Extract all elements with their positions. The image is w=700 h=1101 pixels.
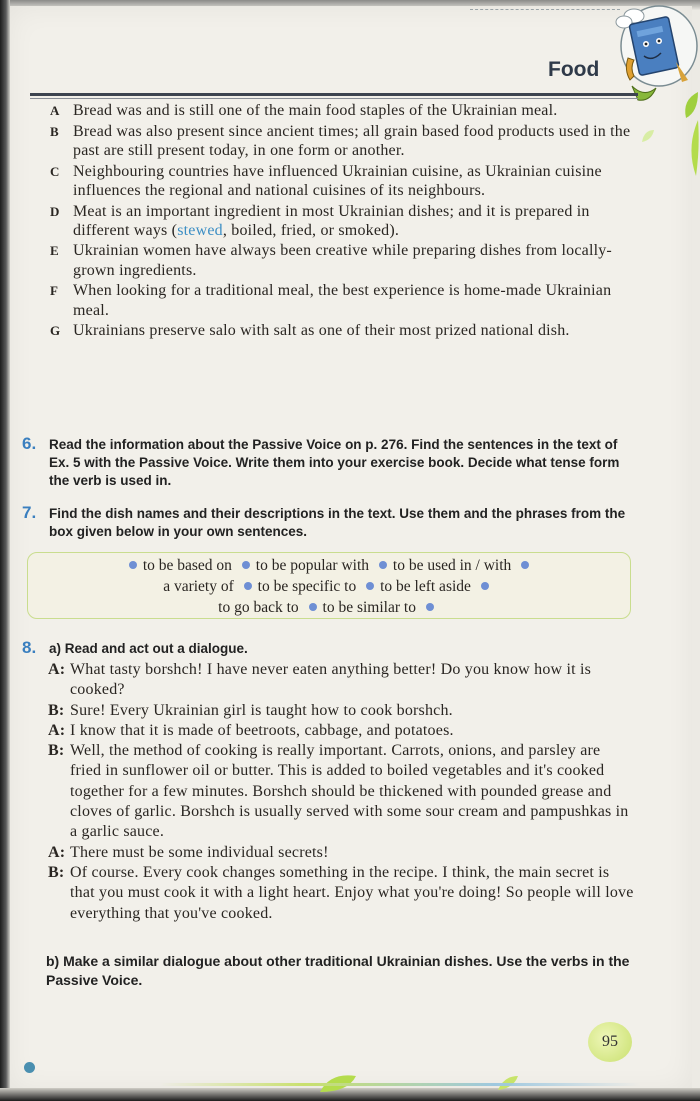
decorative-dot bbox=[24, 1062, 35, 1073]
phrase-row bbox=[28, 597, 630, 618]
header-divider bbox=[30, 93, 638, 96]
statement-item bbox=[46, 281, 638, 319]
dialogue-text: There must be some individual secrets! bbox=[70, 843, 329, 861]
exercise-number: 7. bbox=[22, 503, 37, 522]
dialogue-text: Of course. Every cook changes something in the recipe. I think, the main secret is that you must cook it with a light heart. Enjoy what you're doing! So people will love everything that you've cooked. bbox=[70, 863, 634, 922]
speaker-label: B: bbox=[48, 863, 65, 881]
statement-text: Bread was and is still one of the main food staples of the Ukrainian meal. bbox=[73, 102, 558, 119]
statement-letter: C bbox=[50, 163, 60, 179]
phrase: to be similar to bbox=[322, 599, 416, 616]
phrase: to be popular with bbox=[255, 557, 370, 574]
page-number: 95 bbox=[588, 1022, 632, 1062]
leaf-sprout-icon bbox=[640, 128, 656, 144]
bullet-icon bbox=[426, 603, 434, 611]
dialogue-line bbox=[48, 863, 634, 924]
exercise-8b bbox=[46, 952, 638, 990]
phrase-row bbox=[28, 576, 630, 597]
header-divider-thin bbox=[30, 98, 638, 99]
speaker-label: B: bbox=[48, 701, 65, 719]
statement-item bbox=[46, 321, 638, 340]
dialogue-text: Well, the method of cooking is really important. Carrots, onions, and parsley are fried in sunflower oil or butter. This is added to boiled vegetables and it's cooked together for a few minutes. Borshch should be thickened with pounded grease and cloves of garlic. Borshch is usually served with some sour cream and pampushkas in a garlic sauce. bbox=[70, 742, 629, 841]
bullet-icon bbox=[521, 561, 529, 569]
statement-item bbox=[46, 122, 638, 160]
statement-item bbox=[46, 162, 638, 200]
statement-letter: A bbox=[50, 103, 60, 118]
statement-text-part: Meat is an important ingredient in most Ukrainian dishes; and it is prepared in different ways ( bbox=[73, 202, 590, 239]
exercise-6 bbox=[22, 436, 637, 490]
exercise-number: 6. bbox=[22, 434, 37, 453]
dialogue-line bbox=[48, 721, 634, 741]
statement-letter: D bbox=[50, 203, 60, 219]
statement-text: Neighbouring countries have influenced Ukrainian cuisine, as Ukrainian cuisine influences the regional and national cuisines of its neighbours. bbox=[73, 162, 602, 199]
bullet-icon bbox=[244, 582, 252, 590]
bullet-icon bbox=[481, 582, 489, 590]
exercise-part-a: a) Read and act out a dialogue. bbox=[49, 641, 248, 656]
exercise-instruction: Read the information about the Passive Voice on p. 276. Find the sentences in the text of Ex. 5 with the Passive Voice. Write them into your exercise book. Decide what tense form the verb is used in. bbox=[49, 437, 620, 488]
statement-letter: E bbox=[50, 243, 59, 259]
decorative-dashed-line bbox=[470, 9, 620, 11]
section-title: Food bbox=[548, 58, 600, 81]
dialogue-text: Sure! Every Ukrainian girl is taught how to cook borshch. bbox=[70, 701, 453, 719]
statement-item bbox=[46, 202, 638, 240]
exercise-part-b: b) Make a similar dialogue about other traditional Ukrainian dishes. Use the verbs in the Passive Voice. bbox=[46, 953, 630, 988]
phrase: to go back to bbox=[218, 599, 299, 616]
speaker-label: A: bbox=[48, 843, 66, 861]
phrase: a variety of bbox=[163, 578, 234, 595]
exercise-instruction: Find the dish names and their descriptions in the text. Use them and the phrases from the box given below in your own sentences. bbox=[49, 506, 626, 539]
green-leaf-icon bbox=[680, 90, 700, 120]
dialogue-text: I know that it is made of beetroots, cabbage, and potatoes. bbox=[70, 721, 454, 739]
green-leaf-icon bbox=[686, 118, 700, 178]
bullet-icon bbox=[366, 582, 374, 590]
highlighted-word[interactable]: stewed bbox=[177, 221, 223, 239]
phrase: to be left aside bbox=[380, 578, 471, 595]
statement-text: Bread was also present since ancient times; all grain based food products used in the past are still present today, in one form or another. bbox=[73, 122, 631, 159]
dialogue bbox=[48, 660, 634, 924]
decorative-bottom-line bbox=[160, 1083, 640, 1086]
phrase: to be specific to bbox=[257, 578, 357, 595]
statement-letter: B bbox=[50, 123, 59, 139]
exercise-7 bbox=[22, 505, 637, 541]
phrase: to be based on bbox=[142, 557, 232, 574]
dialogue-line bbox=[48, 701, 634, 721]
phrase-row bbox=[28, 555, 630, 576]
statement-item bbox=[46, 241, 638, 279]
dialogue-text: What tasty borshch! I have never eaten anything better! Do you know how it is cooked? bbox=[70, 661, 592, 699]
statement-text: Ukrainian women have always been creative while preparing dishes from locally-grown ingredients. bbox=[73, 242, 612, 279]
exercise-8 bbox=[22, 640, 637, 658]
dialogue-line bbox=[48, 660, 634, 701]
phrase: to be used in / with bbox=[392, 557, 512, 574]
dialogue-line bbox=[48, 741, 634, 842]
bullet-icon bbox=[129, 561, 137, 569]
statement-text: Ukrainians preserve salo with salt as one of their most prized national dish. bbox=[73, 322, 570, 340]
dialogue-line bbox=[48, 843, 634, 863]
speaker-label: A: bbox=[48, 661, 66, 678]
statements-list bbox=[46, 101, 638, 342]
statement-item bbox=[46, 101, 638, 120]
book-spine-shadow bbox=[0, 0, 10, 1101]
bullet-icon bbox=[242, 561, 250, 569]
statement-letter: F bbox=[50, 283, 59, 299]
bullet-icon bbox=[379, 561, 387, 569]
phrase-box bbox=[27, 552, 631, 619]
statement-text: When looking for a traditional meal, the best experience is home-made Ukrainian meal. bbox=[73, 282, 612, 319]
statement-text-part: , boiled, fried, or smoked). bbox=[222, 221, 400, 239]
speaker-label: B: bbox=[48, 742, 65, 760]
exercise-number: 8. bbox=[22, 638, 37, 657]
speaker-label: A: bbox=[48, 721, 66, 739]
bullet-icon bbox=[309, 603, 317, 611]
statement-letter: G bbox=[50, 323, 61, 339]
